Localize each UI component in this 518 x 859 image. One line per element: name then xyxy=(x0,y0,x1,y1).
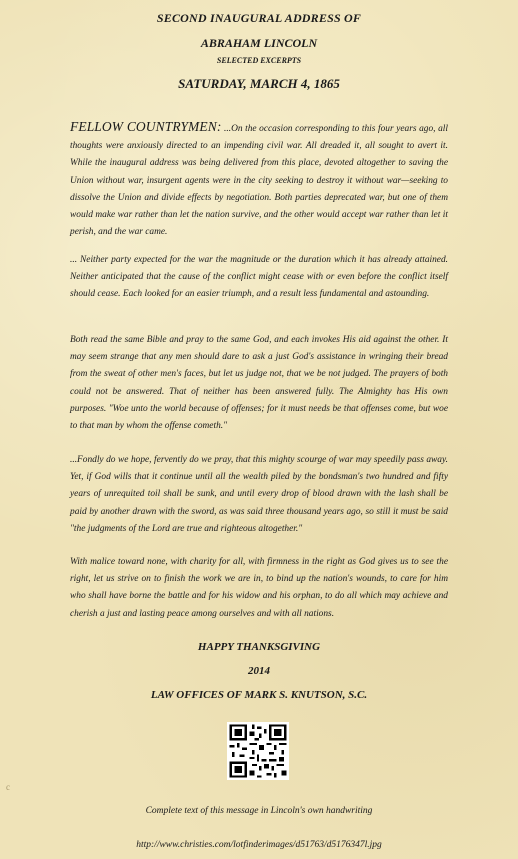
paragraph-5: With malice toward none, with charity for all, with firmness in the right as God gives us to see the right, let us strive on to finish the work we are in, to bind up the nation's wounds, to care for him who shall have borne the battle and for his widow and his orphan, to do all which may achieve and cherish a just and lasting peace among ourselves and with all nations. xyxy=(70,557,448,619)
paragraph-4: ...Fondly do we hope, fervently do we pray, that this mighty scourge of war may speedily pass away. Yet, if God wills that it continue until all the wealth piled by the bondsman's two hundred and fifty years of unrequited toil shall be sunk, and until every drop of blood drawn with the lash shall be paid by another drawn with the sword, as was said three thousand years ago, so still it must be said "the judgments of the Lord are true and righteous altogether." xyxy=(70,455,448,534)
document-date: SATURDAY, MARCH 4, 1865 xyxy=(178,76,340,91)
corner-mark: c xyxy=(6,782,10,792)
document-title: SECOND INAUGURAL ADDRESS OF xyxy=(156,11,362,25)
paragraph-1-text: ...On the occasion corresponding to this four years ago, all thoughts were anxiously directed to an impending civil war. All dreaded it, all sought to avert it. While the inaugural address was being delivered from this place, devoted altogether to saving the Union without war, insurgent agents were in the city seeking to destroy it without war—seeking to dissolve the Union and divide effects by negotiation. Both parties deprecated war, but one of them would make war rather than let the nation survive, and the other would accept war rather than let it perish, and the war came. xyxy=(70,124,448,238)
salutation: FELLOW COUNTRYMEN: xyxy=(70,119,222,134)
paragraph-2: ... Neither party expected for the war the magnitude or the duration which it has already attained. Neither anticipated that the cause of the conflict might cease with or even before the conflict itself should cease. Each looked for an easier triumph, and a result less fundamental and astounding. xyxy=(70,255,448,300)
handwriting-note: Complete text of this message in Lincoln's own handwriting xyxy=(145,806,373,816)
firm-name: LAW OFFICES OF MARK S. KNUTSON, S.C. xyxy=(150,689,368,701)
author-name: ABRAHAM LINCOLN xyxy=(200,36,318,50)
document-subtitle: SELECTED EXCERPTS xyxy=(216,56,302,65)
paragraph-1 xyxy=(70,118,448,241)
greeting: HAPPY THANKSGIVING xyxy=(197,641,321,653)
greeting-year: 2014 xyxy=(248,665,270,677)
source-url[interactable]: http://www.christies.com/lotfinderimages/d51763/d5176347l.jpg xyxy=(136,840,382,850)
qr-code-icon[interactable] xyxy=(227,722,289,780)
paragraph-3: Both read the same Bible and pray to the same God, and each invokes His aid against the other. It may seem strange that any men should dare to ask a just God's assistance in wringing their bread from the sweat of other men's faces, but let us judge not, that we be not judged. The prayers of both could not be answered. That of neither has been answered fully. The Almighty has His own purposes. "Woe unto the world because of offenses; for it must needs be that offenses come, but woe to that man by whom the offense cometh." xyxy=(70,335,448,432)
